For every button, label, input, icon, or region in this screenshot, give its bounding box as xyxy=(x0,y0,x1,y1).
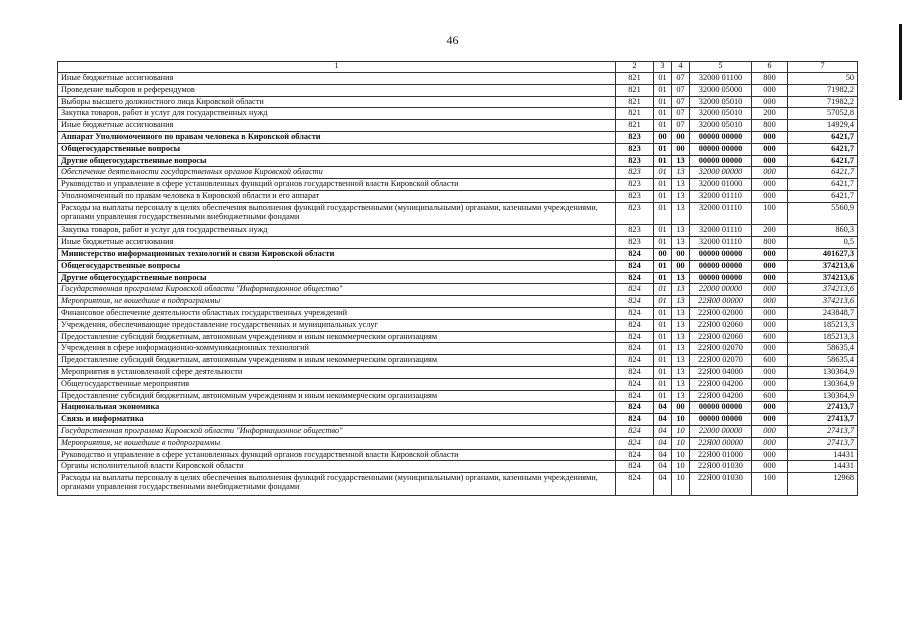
row-expense-type: 000 xyxy=(752,366,788,378)
table-row xyxy=(58,402,858,414)
row-amount: 6421,7 xyxy=(788,155,858,167)
table-row xyxy=(58,143,858,155)
row-section-code: 01 xyxy=(654,84,672,96)
row-name: Предоставление субсидий бюджетным, автономным учреждениям и иным некоммерческим организациям xyxy=(58,355,616,367)
row-section-code: 01 xyxy=(654,272,672,284)
row-amount: 0,5 xyxy=(788,237,858,249)
row-section-code: 01 xyxy=(654,307,672,319)
row-subsection-code: 00 xyxy=(672,402,690,414)
row-expense-type: 000 xyxy=(752,343,788,355)
page-number: 46 xyxy=(446,33,459,47)
table-row xyxy=(58,284,858,296)
table-row xyxy=(58,414,858,426)
row-subsection-code: 00 xyxy=(672,143,690,155)
row-subsection-code: 00 xyxy=(672,131,690,143)
row-name: Обеспечение деятельности государственных органов Кировской области xyxy=(58,167,616,179)
row-ministry-code: 821 xyxy=(616,120,654,132)
column-header-2: 2 xyxy=(616,62,654,73)
row-expense-type: 800 xyxy=(752,237,788,249)
row-ministry-code: 824 xyxy=(616,343,654,355)
row-section-code: 01 xyxy=(654,73,672,85)
table-row xyxy=(58,248,858,260)
row-subsection-code: 10 xyxy=(672,414,690,426)
row-amount: 130364,9 xyxy=(788,390,858,402)
row-target-code: 22Я00 02060 xyxy=(690,331,752,343)
row-section-code: 01 xyxy=(654,343,672,355)
row-subsection-code: 07 xyxy=(672,73,690,85)
table-row xyxy=(58,131,858,143)
row-section-code: 04 xyxy=(654,437,672,449)
row-subsection-code: 13 xyxy=(672,155,690,167)
row-expense-type: 000 xyxy=(752,84,788,96)
row-section-code: 01 xyxy=(654,296,672,308)
row-section-code: 01 xyxy=(654,237,672,249)
row-amount: 27413,7 xyxy=(788,437,858,449)
row-target-code: 00000 00000 xyxy=(690,260,752,272)
row-amount: 130364,9 xyxy=(788,378,858,390)
row-target-code: 32000 05000 xyxy=(690,84,752,96)
row-ministry-code: 824 xyxy=(616,331,654,343)
row-expense-type: 000 xyxy=(752,260,788,272)
table-row xyxy=(58,167,858,179)
row-expense-type: 100 xyxy=(752,202,788,225)
row-expense-type: 000 xyxy=(752,402,788,414)
row-ministry-code: 824 xyxy=(616,284,654,296)
row-target-code: 22Я00 02060 xyxy=(690,319,752,331)
row-amount: 27413,7 xyxy=(788,414,858,426)
row-ministry-code: 821 xyxy=(616,96,654,108)
row-expense-type: 000 xyxy=(752,461,788,473)
row-amount: 374213,6 xyxy=(788,272,858,284)
row-expense-type: 000 xyxy=(752,190,788,202)
row-target-code: 22Я00 02070 xyxy=(690,343,752,355)
table-row xyxy=(58,108,858,120)
row-subsection-code: 13 xyxy=(672,284,690,296)
row-ministry-code: 824 xyxy=(616,307,654,319)
row-target-code: 22Я00 00000 xyxy=(690,296,752,308)
row-subsection-code: 13 xyxy=(672,319,690,331)
row-ministry-code: 824 xyxy=(616,260,654,272)
row-target-code: 32000 05010 xyxy=(690,96,752,108)
row-ministry-code: 824 xyxy=(616,414,654,426)
row-expense-type: 000 xyxy=(752,272,788,284)
row-name: Проведение выборов и референдумов xyxy=(58,84,616,96)
row-section-code: 01 xyxy=(654,366,672,378)
row-amount: 243848,7 xyxy=(788,307,858,319)
row-subsection-code: 13 xyxy=(672,202,690,225)
row-ministry-code: 823 xyxy=(616,202,654,225)
table-row xyxy=(58,461,858,473)
row-subsection-code: 13 xyxy=(672,272,690,284)
row-subsection-code: 10 xyxy=(672,461,690,473)
column-header-4: 4 xyxy=(672,62,690,73)
row-section-code: 04 xyxy=(654,449,672,461)
table-row xyxy=(58,307,858,319)
row-amount: 50 xyxy=(788,73,858,85)
table-row xyxy=(58,319,858,331)
row-amount: 6421,7 xyxy=(788,143,858,155)
row-target-code: 22Я00 04200 xyxy=(690,378,752,390)
table-row xyxy=(58,425,858,437)
row-ministry-code: 824 xyxy=(616,378,654,390)
row-section-code: 01 xyxy=(654,284,672,296)
budget-table xyxy=(57,61,858,496)
row-name: Государственная программа Кировской области "Информационное общество" xyxy=(58,425,616,437)
row-target-code: 00000 00000 xyxy=(690,143,752,155)
row-expense-type: 000 xyxy=(752,437,788,449)
row-section-code: 01 xyxy=(654,225,672,237)
row-amount: 58635,4 xyxy=(788,355,858,367)
row-name: Руководство и управление в сфере установленных функций органов государственной власти Кировской области xyxy=(58,179,616,191)
row-amount: 57052,8 xyxy=(788,108,858,120)
row-ministry-code: 823 xyxy=(616,155,654,167)
row-subsection-code: 07 xyxy=(672,84,690,96)
row-target-code: 32000 01100 xyxy=(690,73,752,85)
row-name: Общегосударственные вопросы xyxy=(58,143,616,155)
row-amount: 14929,4 xyxy=(788,120,858,132)
row-ministry-code: 824 xyxy=(616,437,654,449)
row-expense-type: 600 xyxy=(752,390,788,402)
row-subsection-code: 13 xyxy=(672,366,690,378)
row-target-code: 32000 00000 xyxy=(690,167,752,179)
row-target-code: 32000 01110 xyxy=(690,202,752,225)
column-header-5: 5 xyxy=(690,62,752,73)
row-ministry-code: 821 xyxy=(616,108,654,120)
row-target-code: 32000 05010 xyxy=(690,108,752,120)
row-target-code: 00000 00000 xyxy=(690,248,752,260)
row-amount: 185213,3 xyxy=(788,331,858,343)
row-name: Государственная программа Кировской области "Информационное общество" xyxy=(58,284,616,296)
row-name: Органы исполнительной власти Кировской области xyxy=(58,461,616,473)
row-amount: 27413,7 xyxy=(788,425,858,437)
row-section-code: 01 xyxy=(654,190,672,202)
row-subsection-code: 13 xyxy=(672,179,690,191)
row-expense-type: 000 xyxy=(752,179,788,191)
row-name: Учреждения, обеспечивающие предоставление государственных и муниципальных услуг xyxy=(58,319,616,331)
row-subsection-code: 13 xyxy=(672,331,690,343)
row-name: Предоставление субсидий бюджетным, автономным учреждениям и иным некоммерческим организациям xyxy=(58,331,616,343)
row-amount: 374213,6 xyxy=(788,296,858,308)
row-amount: 374213,6 xyxy=(788,260,858,272)
row-expense-type: 000 xyxy=(752,307,788,319)
table-row xyxy=(58,343,858,355)
row-expense-type: 000 xyxy=(752,284,788,296)
row-subsection-code: 10 xyxy=(672,437,690,449)
row-subsection-code: 13 xyxy=(672,237,690,249)
row-section-code: 04 xyxy=(654,461,672,473)
row-subsection-code: 10 xyxy=(672,425,690,437)
row-name: Иные бюджетные ассигнования xyxy=(58,73,616,85)
row-subsection-code: 13 xyxy=(672,355,690,367)
row-name: Учреждения в сфере информационно-коммуникационных технологий xyxy=(58,343,616,355)
row-amount: 27413,7 xyxy=(788,402,858,414)
row-expense-type: 600 xyxy=(752,331,788,343)
table-row xyxy=(58,190,858,202)
column-number-row xyxy=(58,62,858,73)
table-row xyxy=(58,390,858,402)
row-name: Руководство и управление в сфере установленных функций органов государственной власти Кировской области xyxy=(58,449,616,461)
row-name: Другие общегосударственные вопросы xyxy=(58,272,616,284)
row-ministry-code: 824 xyxy=(616,449,654,461)
row-subsection-code: 00 xyxy=(672,260,690,272)
row-target-code: 00000 00000 xyxy=(690,414,752,426)
row-target-code: 22Я00 01030 xyxy=(690,473,752,496)
row-ministry-code: 824 xyxy=(616,461,654,473)
row-expense-type: 800 xyxy=(752,120,788,132)
row-section-code: 01 xyxy=(654,319,672,331)
row-ministry-code: 823 xyxy=(616,131,654,143)
row-subsection-code: 10 xyxy=(672,473,690,496)
row-ministry-code: 824 xyxy=(616,248,654,260)
row-target-code: 22Я00 01000 xyxy=(690,449,752,461)
column-header-6: 6 xyxy=(752,62,788,73)
column-header-3: 3 xyxy=(654,62,672,73)
row-section-code: 01 xyxy=(654,260,672,272)
row-subsection-code: 13 xyxy=(672,343,690,355)
row-expense-type: 000 xyxy=(752,296,788,308)
row-expense-type: 000 xyxy=(752,378,788,390)
row-name: Финансовое обеспечение деятельности областных государственных учреждений xyxy=(58,307,616,319)
row-name: Иные бюджетные ассигнования xyxy=(58,120,616,132)
row-expense-type: 000 xyxy=(752,131,788,143)
row-amount: 6421,7 xyxy=(788,131,858,143)
table-row xyxy=(58,272,858,284)
row-ministry-code: 823 xyxy=(616,167,654,179)
row-subsection-code: 07 xyxy=(672,96,690,108)
row-expense-type: 000 xyxy=(752,155,788,167)
row-ministry-code: 821 xyxy=(616,73,654,85)
row-name: Мероприятия в установленной сфере деятельности xyxy=(58,366,616,378)
row-target-code: 00000 00000 xyxy=(690,272,752,284)
table-row xyxy=(58,355,858,367)
row-subsection-code: 10 xyxy=(672,449,690,461)
column-header-1: 1 xyxy=(58,62,616,73)
row-name: Иные бюджетные ассигнования xyxy=(58,237,616,249)
row-section-code: 01 xyxy=(654,202,672,225)
table-row xyxy=(58,155,858,167)
row-subsection-code: 13 xyxy=(672,190,690,202)
row-name: Расходы на выплаты персоналу в целях обеспечения выполнения функций государственными (муниципальными) органами, казенными учреждениями, органами управления государственными внебюджетными фондами xyxy=(58,202,616,225)
table-row xyxy=(58,437,858,449)
row-section-code: 01 xyxy=(654,96,672,108)
row-target-code: 22Я00 02000 xyxy=(690,307,752,319)
row-name: Закупка товаров, работ и услуг для государственных нужд xyxy=(58,225,616,237)
row-name: Закупка товаров, работ и услуг для государственных нужд xyxy=(58,108,616,120)
row-ministry-code: 824 xyxy=(616,272,654,284)
table-row xyxy=(58,473,858,496)
row-expense-type: 200 xyxy=(752,225,788,237)
table-row xyxy=(58,120,858,132)
row-target-code: 32000 05010 xyxy=(690,120,752,132)
row-section-code: 01 xyxy=(654,167,672,179)
row-section-code: 01 xyxy=(654,378,672,390)
row-subsection-code: 13 xyxy=(672,390,690,402)
row-amount: 14431 xyxy=(788,449,858,461)
row-expense-type: 800 xyxy=(752,73,788,85)
row-name: Выборы высшего должностного лица Кировской области xyxy=(58,96,616,108)
row-amount: 5560,9 xyxy=(788,202,858,225)
column-header-7: 7 xyxy=(788,62,858,73)
row-target-code: 32000 01110 xyxy=(690,225,752,237)
table-row xyxy=(58,378,858,390)
row-name: Министерство информационных технологий и связи Кировской области xyxy=(58,248,616,260)
row-amount: 6421,7 xyxy=(788,179,858,191)
row-ministry-code: 823 xyxy=(616,190,654,202)
row-name: Общегосударственные мероприятия xyxy=(58,378,616,390)
row-target-code: 00000 00000 xyxy=(690,402,752,414)
row-expense-type: 000 xyxy=(752,319,788,331)
row-expense-type: 000 xyxy=(752,425,788,437)
row-ministry-code: 824 xyxy=(616,366,654,378)
row-expense-type: 600 xyxy=(752,355,788,367)
row-amount: 401627,3 xyxy=(788,248,858,260)
row-subsection-code: 13 xyxy=(672,225,690,237)
row-target-code: 22000 00000 xyxy=(690,425,752,437)
row-section-code: 01 xyxy=(654,108,672,120)
row-section-code: 00 xyxy=(654,248,672,260)
table-row xyxy=(58,202,858,225)
table-row xyxy=(58,296,858,308)
row-amount: 130364,9 xyxy=(788,366,858,378)
row-amount: 6421,7 xyxy=(788,190,858,202)
row-amount: 185213,3 xyxy=(788,319,858,331)
row-name: Аппарат Уполномоченного по правам человека в Кировской области xyxy=(58,131,616,143)
row-target-code: 00000 00000 xyxy=(690,131,752,143)
row-section-code: 01 xyxy=(654,179,672,191)
row-ministry-code: 823 xyxy=(616,179,654,191)
row-amount: 14431 xyxy=(788,461,858,473)
row-subsection-code: 07 xyxy=(672,108,690,120)
row-section-code: 01 xyxy=(654,143,672,155)
row-ministry-code: 824 xyxy=(616,390,654,402)
row-name: Предоставление субсидий бюджетным, автономным учреждениям и иным некоммерческим организациям xyxy=(58,390,616,402)
row-ministry-code: 823 xyxy=(616,225,654,237)
row-name: Расходы на выплаты персоналу в целях обеспечения выполнения функций государственными (муниципальными) органами, казенными учреждениями, органами управления государственными внебюджетными фондами xyxy=(58,473,616,496)
row-section-code: 04 xyxy=(654,473,672,496)
row-ministry-code: 824 xyxy=(616,425,654,437)
margin-rule xyxy=(899,24,902,100)
row-name: Национальная экономика xyxy=(58,402,616,414)
row-target-code: 32000 01000 xyxy=(690,179,752,191)
row-subsection-code: 13 xyxy=(672,307,690,319)
row-amount: 12968 xyxy=(788,473,858,496)
row-ministry-code: 821 xyxy=(616,84,654,96)
row-subsection-code: 13 xyxy=(672,378,690,390)
row-name: Уполномоченный по правам человека в Кировской области и его аппарат xyxy=(58,190,616,202)
row-ministry-code: 824 xyxy=(616,296,654,308)
table-row xyxy=(58,179,858,191)
row-section-code: 01 xyxy=(654,155,672,167)
row-expense-type: 000 xyxy=(752,143,788,155)
row-expense-type: 000 xyxy=(752,449,788,461)
row-section-code: 04 xyxy=(654,425,672,437)
row-target-code: 00000 00000 xyxy=(690,155,752,167)
row-ministry-code: 824 xyxy=(616,402,654,414)
table-row xyxy=(58,73,858,85)
row-ministry-code: 824 xyxy=(616,473,654,496)
row-ministry-code: 824 xyxy=(616,355,654,367)
table-row xyxy=(58,331,858,343)
row-name: Другие общегосударственные вопросы xyxy=(58,155,616,167)
row-amount: 374213,6 xyxy=(788,284,858,296)
table-row xyxy=(58,366,858,378)
row-target-code: 22Я00 04200 xyxy=(690,390,752,402)
row-target-code: 22000 00000 xyxy=(690,284,752,296)
table-body xyxy=(58,73,858,496)
row-expense-type: 100 xyxy=(752,473,788,496)
row-target-code: 22Я00 00000 xyxy=(690,437,752,449)
row-target-code: 22Я00 02070 xyxy=(690,355,752,367)
row-target-code: 32000 01110 xyxy=(690,190,752,202)
row-target-code: 32000 01110 xyxy=(690,237,752,249)
row-subsection-code: 07 xyxy=(672,120,690,132)
row-amount: 860,3 xyxy=(788,225,858,237)
row-ministry-code: 823 xyxy=(616,237,654,249)
row-name: Мероприятия, не вошедшие в подпрограммы xyxy=(58,296,616,308)
row-section-code: 01 xyxy=(654,355,672,367)
row-amount: 71982,2 xyxy=(788,96,858,108)
row-expense-type: 200 xyxy=(752,108,788,120)
table-row xyxy=(58,237,858,249)
row-section-code: 01 xyxy=(654,390,672,402)
row-name: Общегосударственные вопросы xyxy=(58,260,616,272)
row-expense-type: 000 xyxy=(752,167,788,179)
table-row xyxy=(58,449,858,461)
row-section-code: 04 xyxy=(654,402,672,414)
row-section-code: 00 xyxy=(654,131,672,143)
table-row xyxy=(58,96,858,108)
row-target-code: 22Я00 04000 xyxy=(690,366,752,378)
table-row xyxy=(58,84,858,96)
row-expense-type: 000 xyxy=(752,96,788,108)
row-amount: 6421,7 xyxy=(788,167,858,179)
row-expense-type: 000 xyxy=(752,414,788,426)
row-section-code: 01 xyxy=(654,331,672,343)
table-row xyxy=(58,260,858,272)
row-name: Мероприятия, не вошедшие в подпрограммы xyxy=(58,437,616,449)
row-target-code: 22Я00 01030 xyxy=(690,461,752,473)
table-row xyxy=(58,225,858,237)
row-ministry-code: 823 xyxy=(616,143,654,155)
row-subsection-code: 13 xyxy=(672,167,690,179)
row-section-code: 01 xyxy=(654,120,672,132)
row-amount: 71982,2 xyxy=(788,84,858,96)
row-name: Связь и информатика xyxy=(58,414,616,426)
row-expense-type: 000 xyxy=(752,248,788,260)
row-section-code: 04 xyxy=(654,414,672,426)
row-subsection-code: 13 xyxy=(672,296,690,308)
row-subsection-code: 00 xyxy=(672,248,690,260)
row-amount: 58635,4 xyxy=(788,343,858,355)
row-ministry-code: 824 xyxy=(616,319,654,331)
